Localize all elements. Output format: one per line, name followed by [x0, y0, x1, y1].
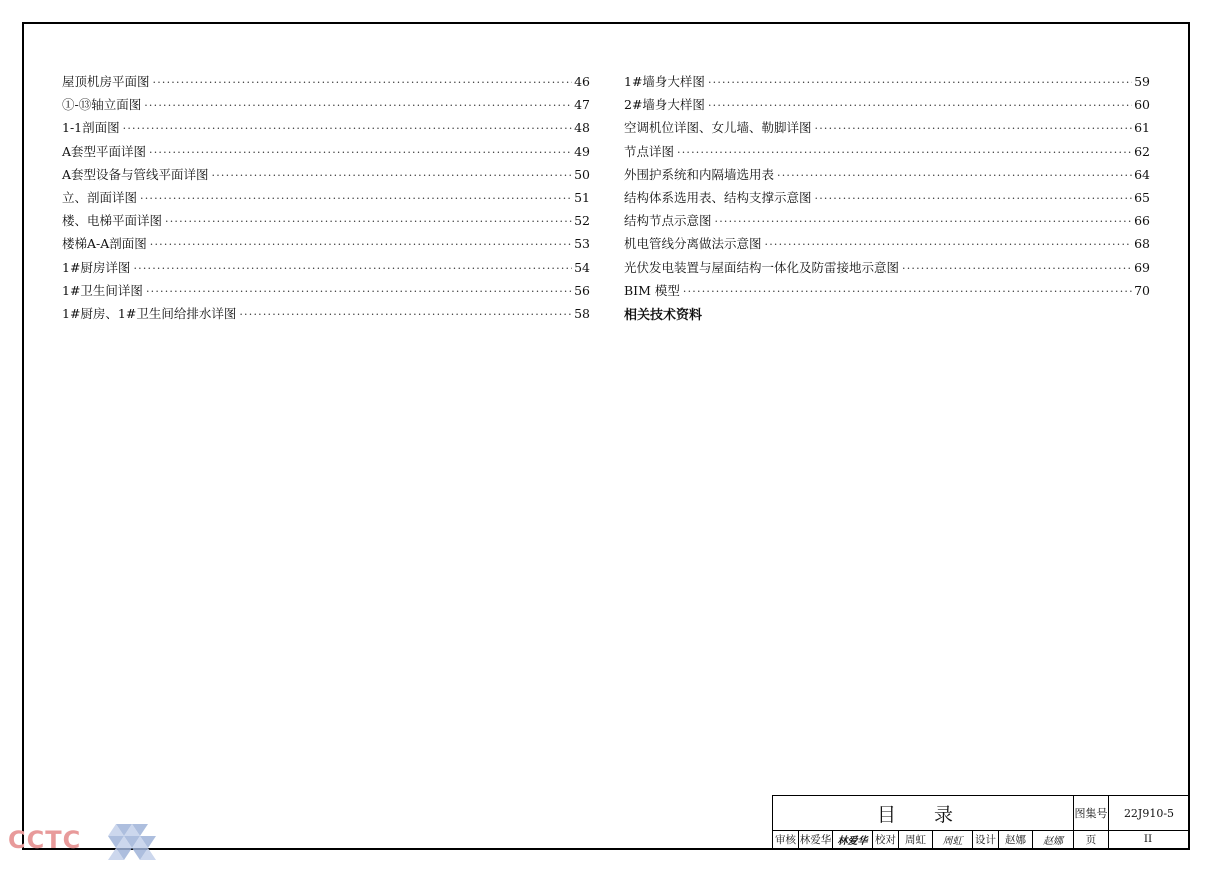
- design-label: 设计: [973, 830, 999, 848]
- toc-section-heading[interactable]: 相关技术资料: [624, 307, 703, 323]
- toc-entry[interactable]: 节点详图 ····· 62: [624, 142, 1150, 165]
- toc-entry[interactable]: 光伏发电装置与屋面结构一体化及防雷接地示意图 ····· 69: [624, 258, 1150, 281]
- toc-entry[interactable]: 1-1剖面图 ····· 48: [62, 118, 590, 141]
- toc-page-number: 54: [574, 259, 590, 275]
- toc-entry[interactable]: 楼梯A-A剖面图 ····· 53: [62, 234, 590, 257]
- toc-entry[interactable]: 屋顶机房平面图 ····· 46: [62, 72, 590, 95]
- toc-page-number: 59: [1134, 74, 1150, 89]
- toc-page-number: 66: [1134, 213, 1150, 229]
- toc-page-number: 62: [1134, 143, 1150, 159]
- toc-entry[interactable]: A套型设备与管线平面详图 ····· 50: [62, 165, 590, 188]
- toc-page-number: 46: [574, 74, 590, 89]
- toc-entry[interactable]: 立、剖面详图 ····· 51: [62, 188, 590, 211]
- toc-left-column: [62, 72, 590, 327]
- toc-entry[interactable]: 机电管线分离做法示意图 ····· 68: [624, 234, 1150, 257]
- toc-page-number: 52: [574, 213, 590, 229]
- toc-page-number: 69: [1134, 259, 1150, 275]
- checker-signature: 周虹: [933, 830, 973, 848]
- toc-page-number: 51: [574, 189, 590, 205]
- toc-entry[interactable]: 楼、电梯平面详图 ····· 52: [62, 211, 590, 234]
- title-block: [772, 795, 1188, 848]
- toc-page-number: 70: [1134, 282, 1150, 298]
- toc-right-column: [624, 72, 1150, 327]
- toc-page-number: 64: [1134, 166, 1150, 182]
- toc-page-number: 47: [574, 97, 590, 113]
- toc-page-number: 56: [574, 282, 590, 298]
- toc-entry[interactable]: 1#卫生间详图 ····· 56: [62, 281, 590, 304]
- toc-entry[interactable]: BIM 模型 ····· 70: [624, 281, 1150, 304]
- page-label: 页: [1074, 830, 1109, 848]
- toc-entry[interactable]: 2#墙身大样图 ····· 60: [624, 95, 1150, 118]
- toc-entry[interactable]: 1#墙身大样图 ····· 59: [624, 72, 1150, 95]
- cctc-logo: [8, 822, 158, 866]
- toc-page-number: 48: [574, 120, 590, 136]
- toc-entry[interactable]: 1#厨房、1#卫生间给排水详图 ····· 58: [62, 304, 590, 327]
- reviewer-name: 林爱华: [799, 830, 833, 848]
- toc-entry[interactable]: 结构体系选用表、结构支撑示意图 ····· 65: [624, 188, 1150, 211]
- checker-name: 周虹: [899, 830, 933, 848]
- page-number: II: [1143, 833, 1153, 845]
- toc-entry[interactable]: 空调机位详图、女儿墙、勒脚详图 ····· 61: [624, 118, 1150, 141]
- designer-signature: 赵娜: [1033, 830, 1074, 848]
- sheet-title: 目 录: [773, 796, 1074, 830]
- toc-page-number: 58: [574, 305, 590, 321]
- atlas-number-label: 图集号: [1074, 796, 1109, 830]
- toc-entry[interactable]: A套型平面详图 ····· 49: [62, 142, 590, 165]
- toc-page-number: 65: [1134, 189, 1150, 205]
- toc-entry[interactable]: ①-⑬轴立面图 ····· 47: [62, 95, 590, 118]
- logo-mark-icon: [8, 822, 158, 866]
- logo-text: CCTC: [8, 826, 82, 854]
- toc-page-number: 50: [574, 166, 590, 182]
- toc-page-number: 49: [574, 143, 590, 159]
- toc-entry[interactable]: 外围护系统和内隔墙选用表 ····· 64: [624, 165, 1150, 188]
- designer-name: 赵娜: [999, 830, 1033, 848]
- atlas-number: 22J910-5: [1123, 806, 1175, 820]
- toc-entry[interactable]: 1#厨房详图 ····· 54: [62, 258, 590, 281]
- reviewer-signature: 林爱华: [833, 830, 873, 848]
- toc-entry[interactable]: 结构节点示意图 ····· 66: [624, 211, 1150, 234]
- toc-page-number: 61: [1134, 120, 1150, 136]
- check-label: 校对: [873, 830, 899, 848]
- review-label: 审核: [773, 830, 799, 848]
- toc-page-number: 68: [1134, 236, 1150, 252]
- toc-page-number: 60: [1134, 97, 1150, 113]
- toc-page-number: 53: [574, 236, 590, 252]
